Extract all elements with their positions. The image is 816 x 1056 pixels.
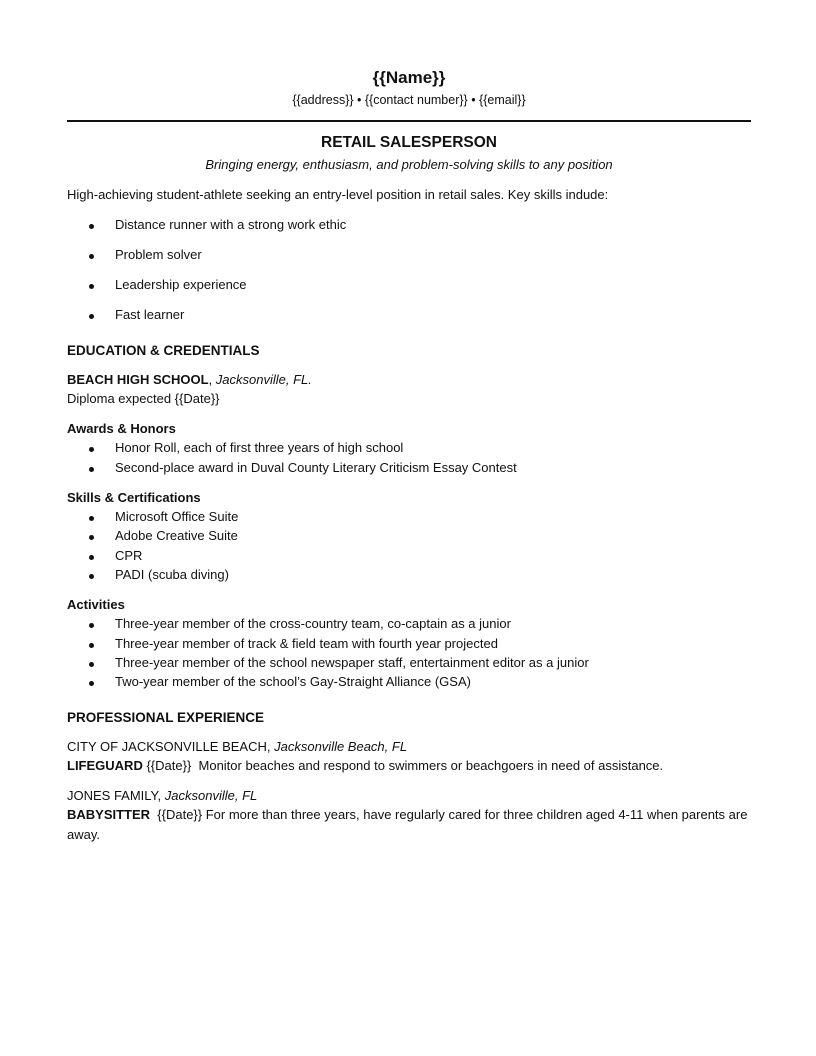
experience-heading: PROFESSIONAL EXPERIENCE (67, 710, 265, 725)
awards-heading: Awards & Honors (67, 421, 176, 436)
bullet-icon (89, 467, 94, 472)
certifications-heading: Skills & Certifications (67, 490, 201, 505)
list-item: Microsoft Office Suite (115, 509, 239, 524)
school-separator: , (208, 372, 216, 387)
school-name: BEACH HIGH SCHOOL (67, 372, 209, 387)
education-heading: EDUCATION & CREDENTIALS (67, 343, 260, 358)
list-item: Three-year member of the cross-country team, co-captain as a junior (115, 616, 511, 631)
list-item: Problem solver (115, 247, 202, 262)
job-description: {{Date}} Monitor beaches and respond to swimmers or beachgoers in need of assistance. (142, 758, 664, 773)
resume-tagline: Bringing energy, enthusiasm, and problem-solving skills to any position (205, 157, 613, 172)
summary-text: High-achieving student-athlete seeking an entry-level position in retail sales. Key skills indude: (67, 187, 609, 202)
list-item: CPR (115, 548, 143, 563)
bullet-icon (89, 681, 94, 686)
bullet-icon (89, 224, 94, 229)
employer-line (67, 788, 257, 803)
employer-line (67, 739, 407, 754)
bullet-icon (89, 314, 94, 319)
bullet-icon (89, 555, 94, 560)
list-item: Honor Roll, each of first three years of high school (115, 440, 404, 455)
list-item: Two-year member of the school’s Gay-Straight Alliance (GSA) (115, 674, 471, 689)
job-role: LIFEGUARD (67, 758, 143, 773)
bullet-icon (89, 284, 94, 289)
list-item: Three-year member of the school newspaper staff, entertainment editor as a junior (115, 655, 589, 670)
job-line (67, 758, 663, 773)
activities-heading: Activities (67, 597, 125, 612)
bullet-icon (89, 535, 94, 540)
job-role: BABYSITTER (67, 807, 151, 822)
list-item: PADI (scuba diving) (115, 567, 229, 582)
resume-title: RETAIL SALESPERSON (321, 134, 497, 151)
school-line (67, 372, 312, 387)
list-item: Leadership experience (115, 277, 247, 292)
employer-location: Jacksonville, FL (164, 788, 258, 803)
bullet-icon (89, 643, 94, 648)
bullet-icon (89, 447, 94, 452)
bullet-icon (89, 662, 94, 667)
employer-location: Jacksonville Beach, FL (274, 739, 408, 754)
list-item: Second-place award in Duval County Literary Criticism Essay Contest (115, 460, 517, 475)
list-item: Adobe Creative Suite (115, 528, 238, 543)
bullet-icon (89, 623, 94, 628)
school-location: Jacksonville, FL. (215, 372, 312, 387)
employer-name: CITY OF JACKSONVILLE BEACH, (67, 739, 271, 754)
job-description: {{Date}} For more than three years, have regularly cared for three children aged 4-11 when parents are away. (67, 807, 752, 842)
list-item: Fast learner (115, 307, 185, 322)
diploma-line: Diploma expected {{Date}} (67, 391, 220, 406)
bullet-icon (89, 516, 94, 521)
job-line (67, 805, 751, 845)
list-item: Three-year member of track & field team with fourth year projected (115, 636, 498, 651)
employer-name: JONES FAMILY, (67, 788, 162, 803)
bullet-icon (89, 574, 94, 579)
header-divider (67, 120, 751, 122)
contact-line: {{address}} • {{contact number}} • {{email}} (292, 93, 526, 107)
list-item: Distance runner with a strong work ethic (115, 217, 347, 232)
candidate-name: {{Name}} (372, 68, 446, 87)
bullet-icon (89, 254, 94, 259)
